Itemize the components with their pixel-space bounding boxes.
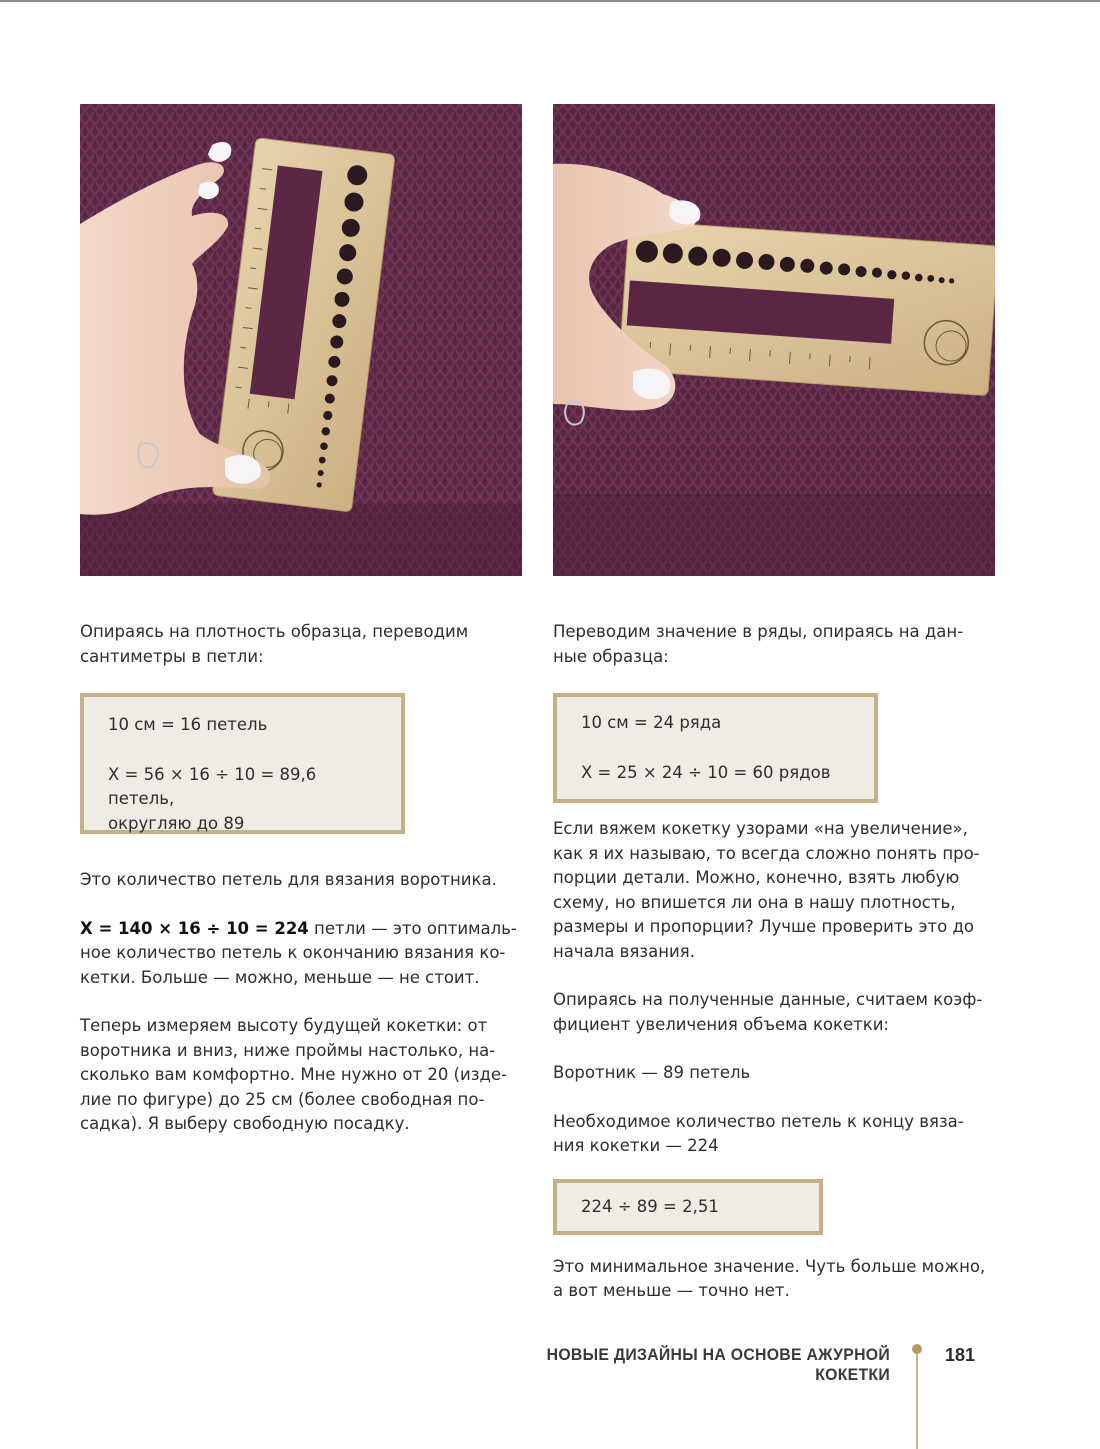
- text-line: садка). Я выберу свободную посадку.: [80, 1114, 410, 1133]
- text-line: а вот меньше — точно нет.: [553, 1281, 790, 1300]
- formula-box-ratio: [553, 1179, 823, 1235]
- right-intro: [553, 620, 993, 669]
- right-column: [553, 620, 993, 1304]
- left-column: [80, 620, 520, 1137]
- left-intro: [80, 620, 520, 669]
- text-line: ное количество петель к окончанию вязания ко-: [80, 943, 506, 962]
- right-para-minimum: [553, 1255, 993, 1304]
- footer-divider-line: [916, 1352, 918, 1449]
- text-line: Опираясь на плотность образца, переводим: [80, 622, 469, 641]
- right-para-collar: [553, 1061, 993, 1086]
- text-line: Это минимальное значение. Чуть больше можно,: [553, 1256, 986, 1276]
- text-line: кетки. Больше — можно, меньше — не стоит.: [80, 967, 480, 987]
- formula-line: 10 см = 16 петель: [108, 715, 268, 734]
- text-line: начала вязания.: [553, 941, 695, 961]
- formula-line: 10 см = 24 ряда: [581, 713, 722, 732]
- text-line: сантиметры в петли:: [80, 646, 264, 666]
- photo-gauge-vertical: [80, 104, 522, 576]
- formula-line: Х = 56 × 16 ÷ 10 = 89,6 петель,: [108, 764, 317, 808]
- text-line: ные образца:: [553, 646, 669, 666]
- text-line: Воротник — 89 петель: [553, 1063, 751, 1082]
- left-para-optimal: [80, 917, 520, 991]
- right-para-proportions: [553, 817, 993, 964]
- text-line: Это количество петель для вязания воротника.: [80, 870, 497, 889]
- top-rule: [0, 0, 1100, 2]
- text-line: фициент увеличения объема кокетки:: [553, 1014, 889, 1034]
- text-line: лие по фигуре) до 25 см (более свободная по-: [80, 1089, 485, 1109]
- formula-line: округляю до 89: [108, 813, 245, 833]
- text-line: как я их называю, то всегда сложно понять про-: [553, 843, 980, 863]
- text-line: Опираясь на полученные данные, считаем коэф-: [553, 990, 983, 1009]
- text-line: ния кокетки — 224: [553, 1136, 719, 1155]
- footer-pin-icon: [912, 1344, 922, 1354]
- page-number: 181: [945, 1345, 976, 1365]
- text-line: размеры и пропорции? Лучше проверить это до: [553, 917, 974, 936]
- left-para-collar: [80, 868, 520, 893]
- text-line: схему, но впишется ли она в нашу плотность,: [553, 892, 956, 912]
- formula-box-stitches: [80, 693, 405, 834]
- knit-photo-illustration: [553, 104, 995, 576]
- text-line: Необходимое количество петель к концу вяза-: [553, 1111, 964, 1131]
- text-line: сколько вам комфортно. Мне нужно от 20 (изде-: [80, 1065, 508, 1084]
- formula-line: Х = 25 × 24 ÷ 10 = 60 рядов: [581, 762, 831, 782]
- running-footer-title: НОВЫЕ ДИЗАЙНЫ НА ОСНОВЕ АЖУРНОЙ КОКЕТКИ: [546, 1345, 890, 1384]
- formula-inline: Х = 140 × 16 ÷ 10 = 224: [80, 918, 309, 938]
- left-para-height: [80, 1014, 520, 1137]
- formula-box-rows: [553, 693, 878, 803]
- right-para-needed: [553, 1110, 993, 1159]
- text-line: воротника и вниз, ниже проймы настолько, на-: [80, 1040, 496, 1060]
- text-line: порции детали. Можно, конечно, взять любую: [553, 868, 960, 887]
- text-line: Теперь измеряем высоту будущей кокетки: от: [80, 1016, 488, 1035]
- text-line: петли — это оптималь-: [308, 918, 517, 938]
- text-line: Если вяжем кокетку узорами «на увеличение»,: [553, 819, 968, 838]
- right-para-coefficient: [553, 988, 993, 1037]
- photo-gauge-horizontal: [553, 104, 995, 576]
- formula-line: 224 ÷ 89 = 2,51: [581, 1196, 719, 1216]
- text-line: Переводим значение в ряды, опираясь на дан-: [553, 622, 964, 641]
- knit-photo-illustration: [80, 104, 522, 576]
